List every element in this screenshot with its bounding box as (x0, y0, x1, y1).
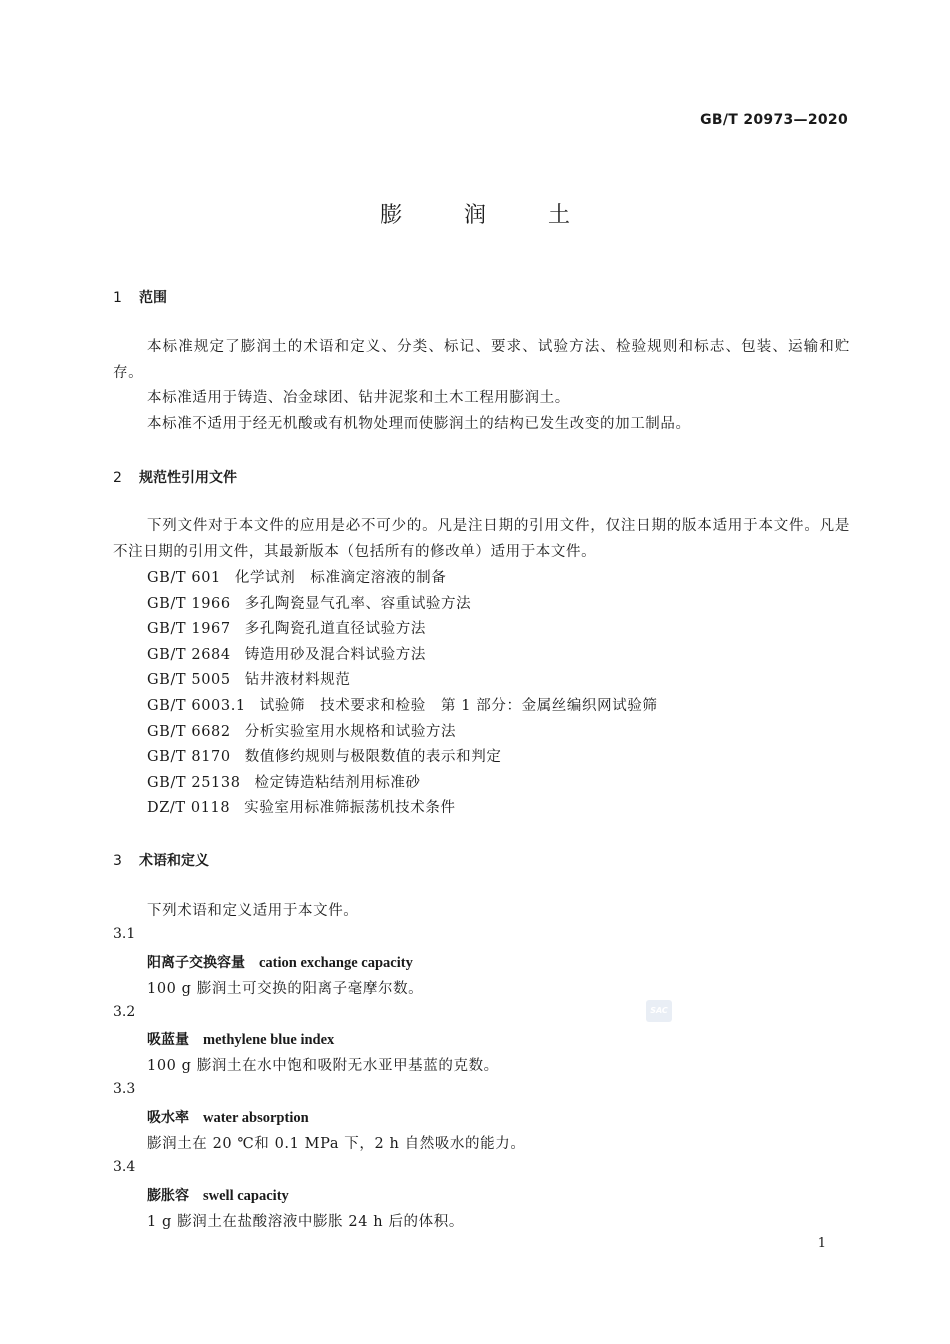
reference-code: GB/T 6003.1 (147, 698, 246, 714)
term-definition: 膨润土在 20 ℃和 0.1 MPa 下，2 h 自然吸水的能力。 (147, 1136, 526, 1152)
term-definition: 100 g 膨润土可交换的阳离子毫摩尔数。 (147, 981, 424, 997)
section-number: 3 (113, 853, 122, 869)
reference-code: GB/T 25138 (147, 775, 241, 791)
standard-code: GB/T 20973—2020 (700, 112, 848, 128)
reference-item (147, 694, 658, 715)
reference-title: 铸造用砂及混合料试验方法 (244, 647, 426, 663)
reference-code: GB/T 6682 (147, 724, 231, 740)
term-number: 3.2 (113, 1004, 136, 1020)
paragraph: 下列术语和定义适用于本文件。 (147, 903, 359, 919)
term-name (147, 1185, 289, 1205)
section-title: 术语和定义 (139, 853, 209, 869)
term-name-en: water absorption (203, 1110, 309, 1126)
reference-title: 实验室用标准筛振荡机技术条件 (244, 800, 456, 816)
reference-code: GB/T 5005 (147, 672, 231, 688)
reference-title: 试验筛 技术要求和检验 第 1 部分：金属丝编织网试验筛 (259, 698, 658, 714)
section-number: 1 (113, 290, 122, 306)
term-name-zh: 膨胀容 (147, 1188, 189, 1204)
reference-title: 分析实验室用水规格和试验方法 (244, 724, 457, 740)
section-title: 规范性引用文件 (139, 470, 237, 486)
section-1-heading (113, 287, 167, 307)
reference-title: 化学试剂 标准滴定溶液的制备 (234, 570, 447, 586)
term-number: 3.1 (113, 926, 136, 942)
paragraph: 本标准规定了膨润土的术语和定义、分类、标记、要求、试验方法、检验规则和标志、包装、运输和贮存。 (113, 339, 850, 381)
term-number: 3.4 (113, 1159, 136, 1175)
reference-code: GB/T 2684 (147, 647, 231, 663)
reference-item (147, 771, 421, 792)
reference-code: GB/T 8170 (147, 749, 231, 765)
reference-title: 多孔陶瓷显气孔率、容重试验方法 (244, 596, 472, 612)
term-definition: 100 g 膨润土在水中饱和吸附无水亚甲基蓝的克数。 (147, 1058, 499, 1074)
paragraph: 本标准不适用于经无机酸或有机物处理而使膨润土的结构已发生改变的加工制品。 (147, 416, 691, 432)
section-title: 范围 (139, 290, 167, 306)
term-name-en: swell capacity (203, 1188, 289, 1204)
reference-item (147, 745, 501, 766)
reference-item (147, 720, 456, 741)
reference-item (147, 592, 471, 613)
sac-watermark-logo: SAC (646, 1000, 672, 1022)
paragraph: 下列文件对于本文件的应用是必不可少的。凡是注日期的引用文件，仅注日期的版本适用于本文件。凡是不注日期的引用文件，其最新版本（包括所有的修改单）适用于本文件。 (113, 518, 850, 560)
reference-title: 多孔陶瓷孔道直径试验方法 (244, 621, 426, 637)
section-3-heading (113, 850, 209, 870)
document-title: 膨 润 土 (379, 203, 590, 228)
term-name (147, 1107, 309, 1127)
reference-item (147, 643, 426, 664)
term-name (147, 1029, 334, 1049)
term-name-en: cation exchange capacity (259, 955, 413, 971)
term-name-zh: 阳离子交换容量 (147, 955, 245, 971)
paragraph: 本标准适用于铸造、冶金球团、钻井泥浆和土木工程用膨润土。 (147, 390, 570, 406)
reference-code: DZ/T 0118 (147, 800, 231, 816)
reference-code: GB/T 601 (147, 570, 221, 586)
term-name-en: methylene blue index (203, 1032, 335, 1048)
term-name-zh: 吸蓝量 (147, 1032, 189, 1048)
reference-title: 数值修约规则与极限数值的表示和判定 (244, 749, 502, 765)
section-number: 2 (113, 470, 122, 486)
page-number: 1 (817, 1236, 826, 1251)
term-name (147, 952, 413, 972)
reference-item (147, 668, 350, 689)
reference-item (147, 566, 446, 587)
reference-code: GB/T 1966 (147, 596, 231, 612)
term-name-zh: 吸水率 (147, 1110, 189, 1126)
reference-item (147, 617, 426, 638)
section-2-heading (113, 467, 237, 487)
term-number: 3.3 (113, 1081, 136, 1097)
reference-title: 检定铸造粘结剂用标准砂 (254, 775, 421, 791)
reference-title: 钻井液材料规范 (244, 672, 351, 688)
reference-item (147, 796, 456, 817)
term-definition: 1 g 膨润土在盐酸溶液中膨胀 24 h 后的体积。 (147, 1214, 464, 1230)
reference-code: GB/T 1967 (147, 621, 231, 637)
